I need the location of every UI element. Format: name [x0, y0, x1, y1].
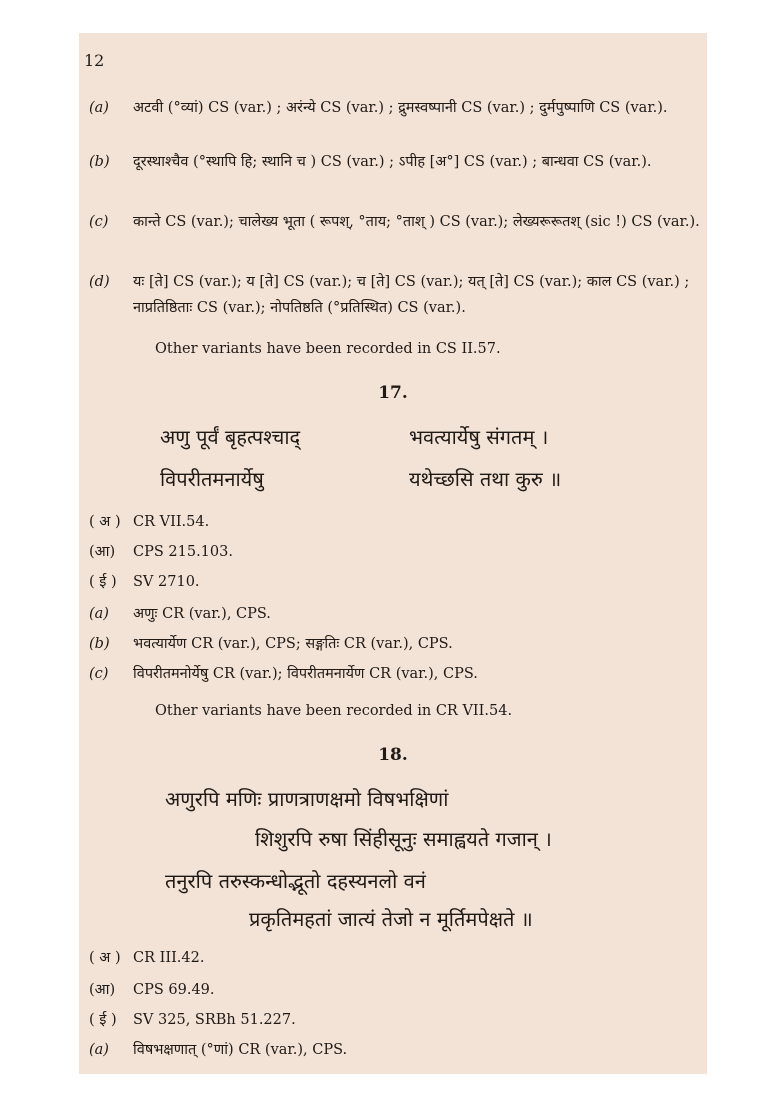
- verse-line: प्रकृतिमहतां जात्यं तेजो न मूर्तिमपेक्षते ॥: [249, 907, 533, 931]
- variant-text: अटवी (°व्यां) CS (var.) ; अरंन्ये CS (var.) ; द्रुमस्वष्पानी CS (var.) ; दुर्मपुष्पाणि CS (var.).: [133, 100, 668, 116]
- variants-remark: Other variants have been recorded in CS II.57.: [155, 341, 501, 357]
- variant-text: यः [ते] CS (var.); य [ते] CS (var.); च [ते] CS (var.); यत् [ते] CS (var.); काल CS (var.) ; नाप्रतिष्ठिताः CS (var.); नोपतिष्ठति (°प्रतिस्थित) CS (var.).: [133, 274, 690, 316]
- verse-line: अणु पूर्वं बृहत्पश्चाद्: [160, 425, 301, 449]
- variant-text: कान्ते CS (var.); चालेख्य भूता ( रूपश्, °ताय; °ताश् ) CS (var.); लेख्यरूरूतश् (sic !) CS (var.).: [133, 214, 700, 230]
- variant-note: [89, 269, 707, 321]
- variants-remark: Other variants have been recorded in CR VII.54.: [155, 703, 513, 719]
- variant-label: (a): [89, 1042, 109, 1058]
- verse-line: भवत्यार्येषु संगतम् ।: [409, 425, 549, 449]
- verse-line: अणुरपि मणिः प्राणत्राणक्षमो विषभक्षिणां: [165, 787, 449, 811]
- reference-label: ( अ ): [89, 950, 121, 966]
- reference: [89, 1007, 701, 1033]
- variant-text: विपरीतमनोर्येषु CR (var.); विपरीतमनार्येण CR (var.), CPS.: [133, 666, 478, 682]
- reference-text: CR III.42.: [133, 950, 205, 966]
- verse-line: यथेच्छसि तथा कुरु ॥: [409, 467, 562, 491]
- reference: [89, 539, 701, 565]
- reference: [89, 569, 701, 595]
- variant-text: दूरस्थाश्चैव (°स्थापि हि; स्थानि च ) CS (var.) ; ऽपीह [अ°] CS (var.) ; बान्धवा CS (var.).: [133, 154, 652, 170]
- verse-number: 17.: [378, 383, 408, 403]
- variant-note: [89, 661, 707, 687]
- reference-label: ( अ ): [89, 514, 121, 530]
- variant-label: (a): [89, 606, 109, 622]
- variant-label: (d): [89, 274, 110, 290]
- variant-label: (c): [89, 214, 109, 230]
- verse-line: तनुरपि तरुस्कन्धोद्भूतो दहस्यनलो वनं: [165, 869, 426, 893]
- reference-text: CR VII.54.: [133, 514, 210, 530]
- variant-text: भवत्यार्येण CR (var.), CPS; सङ्गतिः CR (var.), CPS.: [133, 636, 453, 652]
- verse-number: 18.: [378, 745, 408, 765]
- reference: [89, 977, 701, 1003]
- reference-text: CPS 69.49.: [133, 982, 215, 998]
- page-number: 12: [84, 51, 105, 70]
- reference-text: SV 2710.: [133, 574, 200, 590]
- variant-text: विषभक्षणात् (°णां) CR (var.), CPS.: [133, 1042, 348, 1058]
- variant-text: अणुः CR (var.), CPS.: [133, 606, 271, 622]
- reference-label: ( ई ): [89, 1012, 117, 1028]
- reference-label: (आ): [89, 544, 116, 560]
- variant-note: [89, 1037, 707, 1063]
- variant-label: (a): [89, 100, 109, 116]
- variant-label: (c): [89, 666, 109, 682]
- book-page: [79, 33, 707, 1074]
- variant-note: [89, 601, 707, 627]
- variant-note: [89, 149, 707, 175]
- variant-label: (b): [89, 636, 110, 652]
- reference: [89, 945, 701, 971]
- reference: [89, 509, 701, 535]
- reference-text: SV 325, SRBh 51.227.: [133, 1012, 296, 1028]
- variant-note: [89, 95, 707, 121]
- variant-label: (b): [89, 154, 110, 170]
- variant-note: [89, 631, 707, 657]
- verse-line: शिशुरपि रुषा सिंहीसूनुः समाह्वयते गजान् ।: [255, 827, 552, 851]
- reference-label: (आ): [89, 982, 116, 998]
- verse-line: विपरीतमनार्येषु: [160, 467, 264, 491]
- reference-text: CPS 215.103.: [133, 544, 233, 560]
- variant-note: [89, 209, 707, 235]
- reference-label: ( ई ): [89, 574, 117, 590]
